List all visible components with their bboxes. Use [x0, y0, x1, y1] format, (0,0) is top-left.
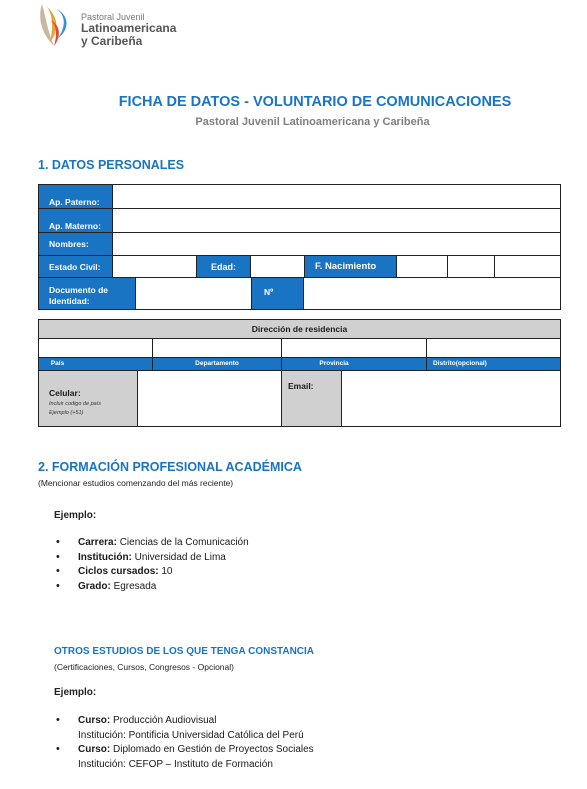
edad-label: Edad: — [196, 255, 251, 278]
email-field[interactable] — [341, 370, 561, 427]
numero-field[interactable] — [303, 277, 561, 310]
distrito-label: Distrito(opcional) — [426, 357, 561, 371]
email-label: Email: — [288, 381, 314, 391]
provincia-label: Provincia — [281, 357, 427, 371]
list-item: • Grado: Egresada — [54, 581, 249, 596]
list-item: • Institución: Universidad de Lima — [54, 552, 249, 567]
documento-label: Documento de Identidad: — [38, 277, 136, 310]
distrito-field[interactable] — [426, 338, 561, 358]
list-item-sub: Institución: CEFOP – Instituto de Formación — [78, 758, 273, 770]
numero-label: Nº — [251, 277, 304, 310]
email-label-cell — [281, 370, 342, 427]
estado-civil-field[interactable] — [112, 255, 197, 278]
f-nacimiento-label: F. Nacimiento — [304, 255, 397, 278]
logo-icon — [36, 2, 76, 50]
pais-label: País — [38, 357, 153, 371]
celular-field[interactable] — [137, 370, 282, 427]
pais-field[interactable] — [38, 338, 153, 358]
other-studies-example-label: Ejemplo: — [54, 687, 97, 698]
logo-text-line3: y Caribeña — [81, 34, 143, 48]
ap-paterno-field[interactable] — [112, 184, 561, 209]
section2-example-label: Ejemplo: — [54, 510, 97, 521]
celular-label-cell — [38, 370, 138, 427]
document-title: FICHA DE DATOS - VOLUNTARIO DE COMUNICACIONES — [118, 94, 512, 110]
celular-hint-2: Ejemplo (+51) — [49, 410, 84, 416]
celular-hint-1: Incluir codigo de país — [49, 401, 101, 407]
section2-heading: 2. FORMACIÓN PROFESIONAL ACADÉMICA — [38, 460, 302, 474]
direccion-header: Dirección de residencia — [38, 319, 561, 339]
other-studies-heading: OTROS ESTUDIOS DE LOS QUE TENGA CONSTANCIA — [54, 646, 315, 657]
logo-text-small: Pastoral Juvenil — [81, 12, 145, 22]
list-item: • Carrera: Ciencias de la Comunicación — [54, 537, 249, 552]
f-nacimiento-day[interactable] — [396, 255, 448, 278]
documento-field[interactable] — [135, 277, 252, 310]
ap-materno-label: Ap. Materno: — [38, 208, 113, 233]
celular-label: Celular: — [49, 388, 81, 398]
departamento-field[interactable] — [152, 338, 282, 358]
list-item: • Ciclos cursados: 10 — [54, 566, 249, 581]
departamento-label: Departamento — [152, 357, 282, 371]
list-item: • Curso: Diplomado en Gestión de Proyectos Sociales — [56, 743, 314, 755]
list-item: • Curso: Producción Audiovisual — [56, 714, 217, 726]
section2-note: (Mencionar estudios comenzando del más reciente) — [38, 478, 234, 488]
f-nacimiento-month[interactable] — [447, 255, 495, 278]
other-studies-list — [54, 715, 574, 773]
nombres-label: Nombres: — [38, 232, 113, 256]
list-item-sub: Institución: Pontificia Universidad Católica del Perú — [78, 729, 304, 741]
estado-civil-label: Estado Civil: — [38, 255, 113, 278]
provincia-field[interactable] — [281, 338, 427, 358]
section2-list — [54, 537, 249, 595]
ap-materno-field[interactable] — [112, 208, 561, 233]
f-nacimiento-year[interactable] — [494, 255, 561, 278]
other-studies-note: (Certificaciones, Cursos, Congresos - Opcional) — [54, 662, 234, 672]
document-subtitle: Pastoral Juvenil Latinoamericana y Caribeña — [195, 116, 430, 128]
logo-text-line2: Latinoamericana — [81, 21, 177, 35]
section1-heading: 1. DATOS PERSONALES — [38, 158, 185, 172]
ap-paterno-label: Ap. Paterno: — [38, 184, 113, 209]
nombres-field[interactable] — [112, 232, 561, 256]
edad-field[interactable] — [250, 255, 305, 278]
